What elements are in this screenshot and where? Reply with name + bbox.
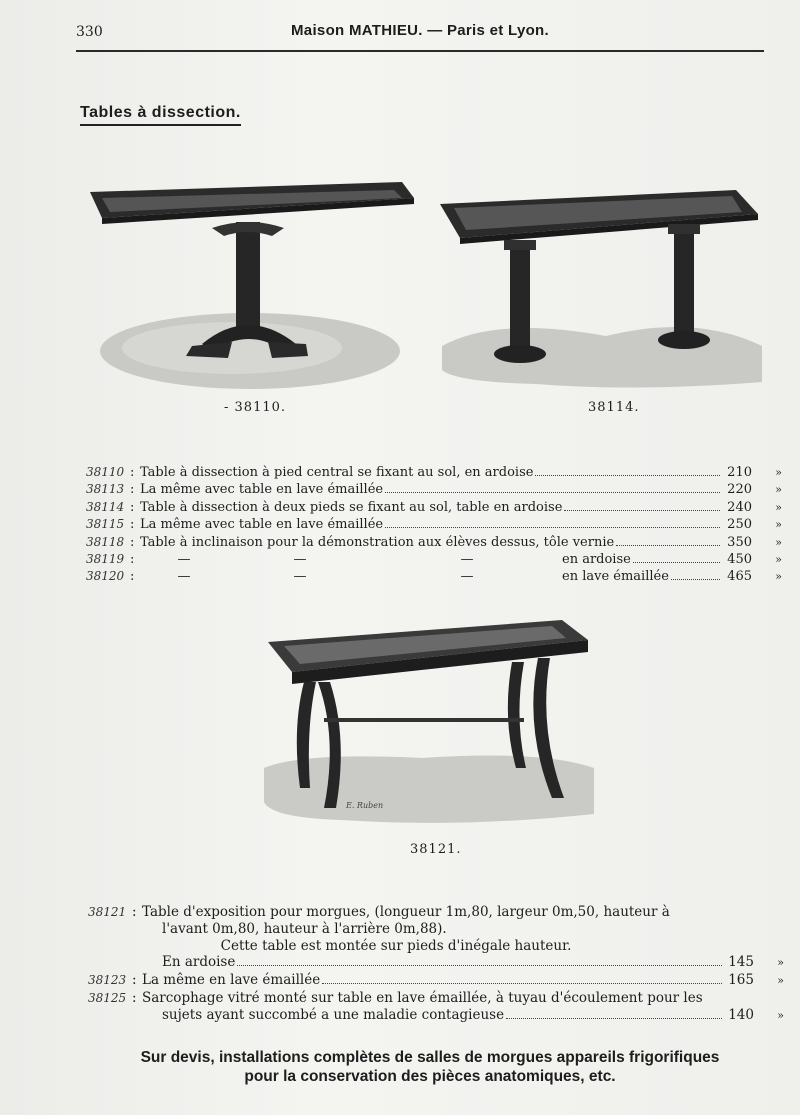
reference-number: 38110: [86, 465, 125, 479]
figure-38114-caption: 38114.: [588, 400, 640, 415]
ditto-mark: —: [293, 569, 307, 585]
ditto-mark: —: [460, 569, 474, 585]
item-price: 140: [728, 1006, 754, 1023]
reference-number: 38119: [86, 552, 125, 567]
reference-number: 38123: [88, 973, 127, 988]
reference-number: 38125: [88, 990, 127, 1005]
item-description: La même en lave émaillée: [142, 972, 321, 989]
item-description-continued: l'avant 0m,80, hauteur à l'arrière 0m,88).: [162, 920, 447, 937]
list-item: 38110 : Table à dissection à pied central se fixant au sol, en ardoise 210 »: [86, 465, 782, 480]
list-item: 38120 : — — — en lave émaillée 465 »: [86, 569, 782, 585]
ditto-mark: —: [177, 552, 191, 568]
list-item: 38123 : La même en lave émaillée 165 »: [88, 972, 784, 989]
item-description: en lave émaillée: [562, 569, 669, 585]
item-price: 250: [727, 517, 752, 533]
ditto-mark: —: [293, 552, 307, 568]
item-price: 220: [727, 482, 752, 498]
item-price: 210: [727, 465, 752, 480]
list-item: sujets ayant succombé a une maladie contagieuse 140 »: [162, 1006, 784, 1023]
figure-38110-caption: - 38110.: [224, 400, 287, 415]
footer-note-line: pour la conservation des pièces anatomiques, etc.: [244, 1068, 616, 1085]
item-description: sujets ayant succombé a une maladie contagieuse: [162, 1006, 505, 1023]
ditto-mark: —: [177, 569, 191, 585]
footer-note: [60, 1048, 800, 1086]
item-description: En ardoise: [162, 954, 236, 971]
list-item: 38115 : La même avec table en lave émaillée 250 »: [86, 517, 782, 533]
item-price: 450: [727, 552, 752, 568]
reference-number: 38120: [86, 569, 125, 584]
list-item: 38125 : Sarcophage vitré monté sur table en lave émaillée, à tuyau d'écoulement pour les: [88, 989, 703, 1006]
item-description: La même avec table en lave émaillée: [140, 482, 384, 498]
item-description: Table à dissection à pied central se fixant au sol, en ardoise: [140, 465, 534, 480]
price-list: [86, 464, 782, 586]
figure-38121-illustration: [262, 618, 596, 826]
reference-number: 38115: [86, 517, 125, 532]
figure-38121-caption: 38121.: [410, 842, 462, 857]
page-number: 330: [76, 24, 103, 40]
item-description: La même avec table en lave émaillée: [140, 517, 384, 533]
engraver-signature: E. Ruben: [346, 801, 384, 810]
item-note: Cette table est montée sur pieds d'inégale hauteur.: [220, 937, 572, 954]
list-item: 38118 : Table à inclinaison pour la démonstration aux élèves dessus, tôle vernie 350 »: [86, 534, 782, 550]
item-price: 465: [727, 569, 752, 585]
list-item: 38114 : Table à dissection à deux pieds se fixant au sol, table en ardoise 240 »: [86, 499, 782, 515]
item-description: Table à dissection à deux pieds se fixant au sol, table en ardoise: [140, 499, 563, 515]
figure-38114-illustration: [436, 186, 768, 396]
reference-number: 38114: [86, 499, 125, 514]
item-description: Table à inclinaison pour la démonstration aux élèves dessus, tôle vernie: [140, 534, 615, 550]
reference-number: 38118: [86, 534, 125, 549]
running-head: Maison MATHIEU. — Paris et Lyon.: [291, 22, 549, 39]
item-description: en ardoise: [562, 552, 631, 568]
ditto-mark: —: [460, 552, 474, 568]
list-item: 38119 : — — — en ardoise 450 »: [86, 552, 782, 568]
morgue-price-list: [88, 904, 784, 1025]
page-header: [76, 20, 764, 52]
reference-number: 38113: [86, 482, 125, 497]
item-description: Table d'exposition pour morgues, (longueur 1m,80, largeur 0m,50, hauteur à: [142, 904, 670, 920]
footer-note-line: Sur devis, installations complètes de salles de morgues appareils frigorifiques: [140, 1049, 720, 1066]
item-price: 350: [727, 534, 752, 550]
item-description: Sarcophage vitré monté sur table en lave émaillée, à tuyau d'écoulement pour les: [142, 989, 703, 1006]
list-item: 38113 : La même avec table en lave émaillée 220 »: [86, 482, 782, 498]
item-price: 240: [727, 499, 752, 515]
figure-38110-illustration: [82, 176, 418, 396]
item-price: 145: [728, 954, 754, 971]
list-item: 38121 : Table d'exposition pour morgues, (longueur 1m,80, largeur 0m,50, hauteur à: [88, 904, 670, 920]
section-title: Tables à dissection.: [80, 104, 241, 126]
list-item: En ardoise 145 »: [162, 954, 784, 971]
item-price: 165: [728, 972, 754, 989]
reference-number: 38121: [88, 905, 127, 919]
